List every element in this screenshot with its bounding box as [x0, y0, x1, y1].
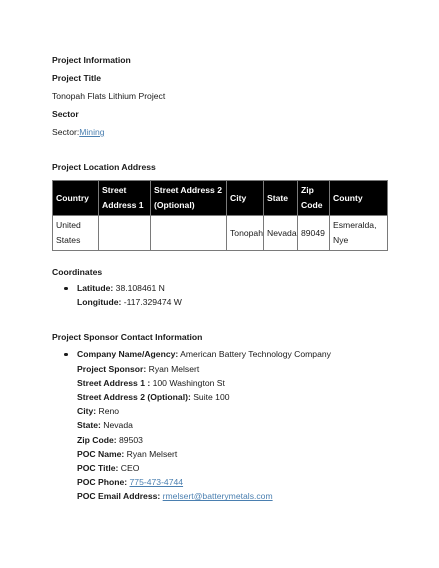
heading-project-title: Project Title: [52, 73, 102, 83]
poc-email-label: POC Email Address:: [77, 491, 161, 502]
latitude-value: 38.108461 N: [113, 283, 165, 293]
latitude-item: [77, 281, 392, 295]
longitude-label: Longitude:: [77, 297, 122, 308]
state-label: State:: [77, 420, 101, 431]
table-cell-city: Tonopah: [227, 216, 264, 251]
sponsor-label: Project Sponsor:: [77, 363, 147, 374]
heading-location-address: Project Location Address: [52, 162, 156, 172]
table-header-cell: Country: [53, 181, 99, 216]
zip-value: 89503: [116, 434, 143, 445]
longitude-value: -117.329474 W: [121, 297, 182, 308]
table-header-row: [53, 181, 388, 216]
poc-name-label: POC Name:: [77, 448, 125, 459]
street1-item: [77, 376, 392, 390]
table-cell-zip: 89049: [298, 216, 330, 251]
company-label: Company Name/Agency:: [77, 349, 179, 360]
table-cell-street1: [99, 216, 151, 251]
sponsor-list: [52, 347, 392, 503]
city-value: Reno: [96, 406, 120, 417]
table-header-cell: State: [264, 181, 298, 216]
sponsor-item: [77, 362, 392, 376]
longitude-item: [77, 295, 392, 309]
table-header-cell: City: [227, 181, 264, 216]
poc-name-value: Ryan Melsert: [124, 448, 178, 459]
poc-title-value: CEO: [118, 463, 140, 474]
poc-phone-link[interactable]: 775-473-4744: [129, 477, 184, 488]
poc-phone-item: [77, 475, 392, 489]
table-header-cell: Street Address 1: [99, 181, 151, 216]
street2-label: Street Address 2 (Optional):: [77, 392, 191, 403]
sector-label: Sector:: [52, 127, 80, 137]
zip-label: Zip Code:: [77, 434, 117, 445]
project-title-value: Tonopah Flats Lithium Project: [52, 91, 166, 101]
poc-email-item: [77, 489, 392, 503]
state-item: [77, 418, 392, 432]
latitude-label: Latitude:: [77, 283, 114, 293]
city-item: [77, 404, 392, 418]
poc-title-label: POC Title:: [77, 463, 119, 474]
table-cell-country: United States: [53, 216, 99, 251]
table-row: [53, 216, 388, 251]
location-table: [52, 180, 388, 251]
table-cell-street2: [151, 216, 227, 251]
poc-title-item: [77, 461, 392, 475]
poc-phone-label: POC Phone:: [77, 477, 128, 488]
street2-item: [77, 390, 392, 404]
heading-sector: Sector: [52, 109, 79, 119]
heading-project-information: Project Information: [52, 55, 131, 65]
table-header-cell: County: [330, 181, 388, 216]
table-header-cell: Street Address 2 (Optional): [151, 181, 227, 216]
company-item: [77, 347, 392, 361]
sponsor-value: Ryan Melsert: [146, 363, 200, 374]
heading-coordinates: Coordinates: [52, 267, 103, 277]
city-label: City:: [77, 406, 97, 417]
heading-sponsor-contact: Project Sponsor Contact Information: [52, 332, 203, 343]
street1-label: Street Address 1 :: [77, 377, 151, 388]
poc-name-item: [77, 447, 392, 461]
street1-value: 100 Washington St: [150, 377, 225, 388]
table-cell-state: Nevada: [264, 216, 298, 251]
street2-value: Suite 100: [190, 392, 230, 403]
document-page: [52, 51, 392, 504]
state-value: Nevada: [100, 420, 133, 431]
coordinates-list: [52, 281, 392, 309]
zip-item: [77, 433, 392, 447]
table-cell-county: Esmeralda, Nye: [330, 216, 388, 251]
sector-mining-link[interactable]: Mining: [79, 127, 105, 137]
company-value: American Battery Technology Company: [178, 349, 331, 360]
poc-email-link[interactable]: rmelsert@batterymetals.com: [162, 491, 273, 502]
table-header-cell: Zip Code: [298, 181, 330, 216]
sector-line: [52, 123, 392, 141]
